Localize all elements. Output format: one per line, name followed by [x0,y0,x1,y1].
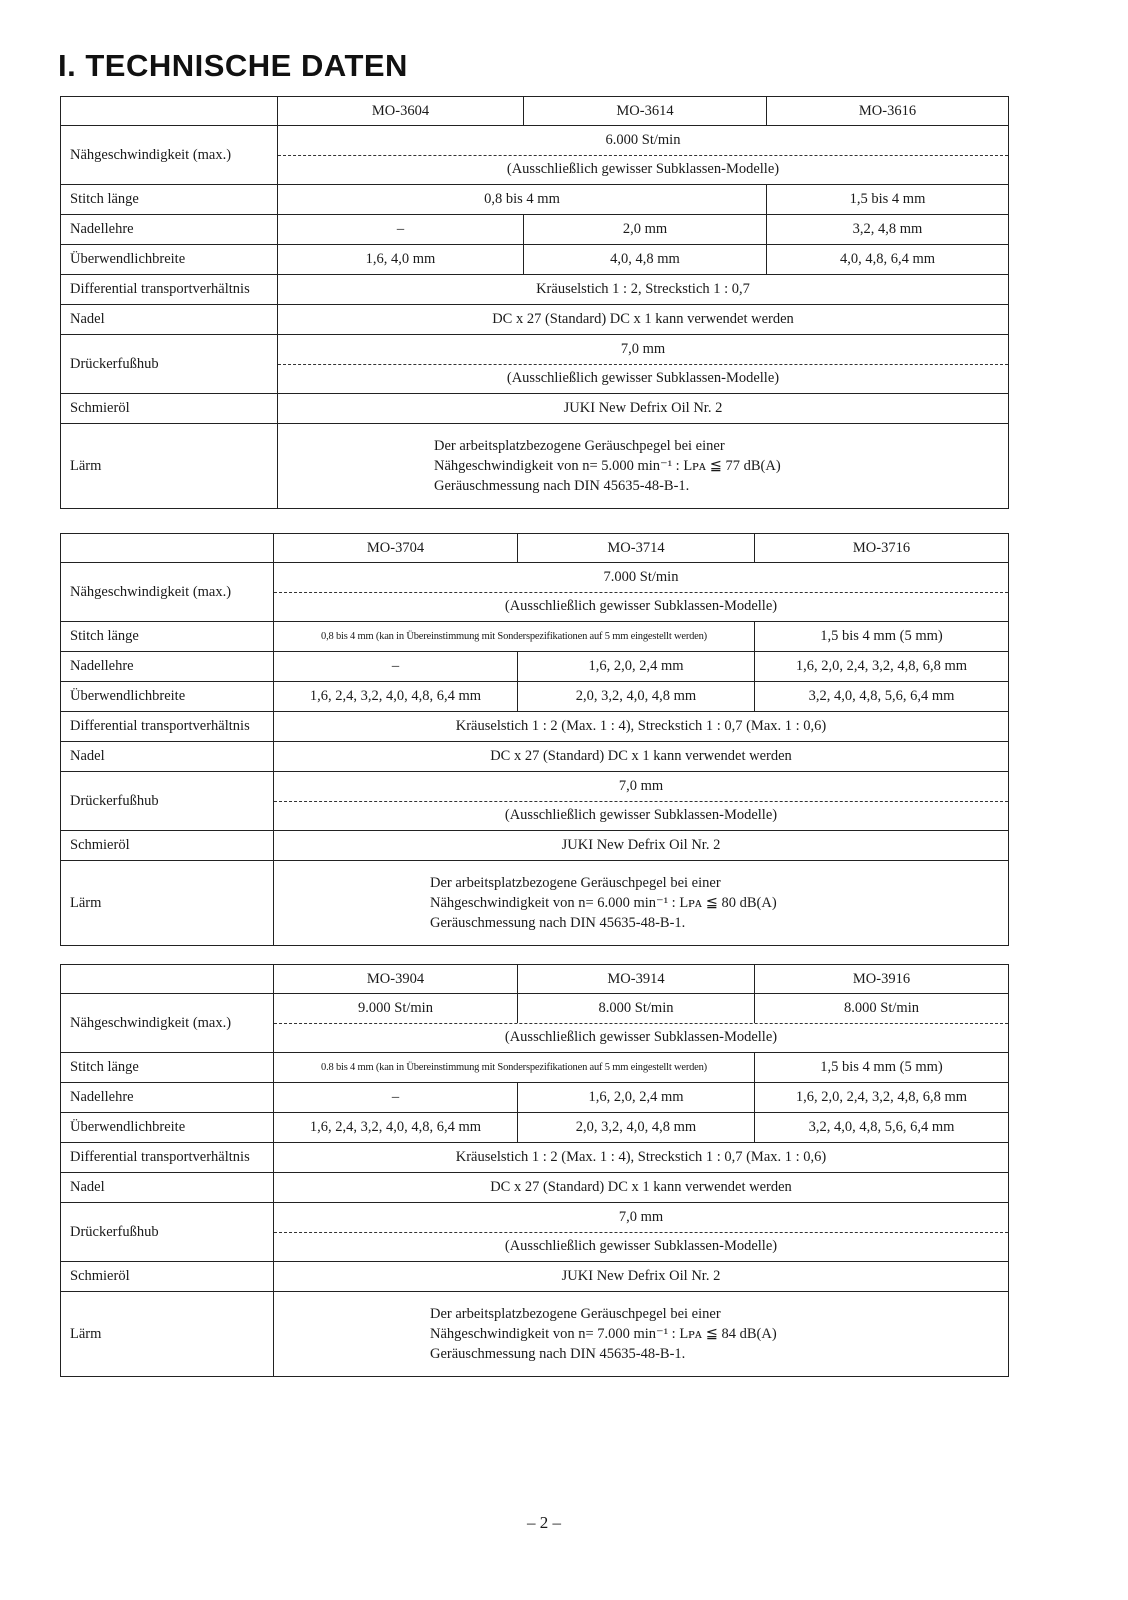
differential-value: Kräuselstich 1 : 2, Streckstich 1 : 0,7 [278,275,1009,305]
row-label: Nähgeschwindigkeit (max.) [61,994,274,1053]
overedge-value: 4,0, 4,8 mm [524,245,767,275]
presser-value: 7,0 mm [618,777,664,794]
presser-cell [278,335,1009,394]
overedge-value: 1,6, 2,4, 3,2, 4,0, 4,8, 6,4 mm [274,1113,518,1143]
model-header-row [61,965,1009,994]
spec-row-needle-gauge [61,215,1009,245]
noise-value [274,861,1009,946]
speed-values-row [274,994,1008,1023]
row-label: Stitch länge [61,1053,274,1083]
spec-row-needle-gauge [61,1083,1009,1113]
page-title: I. TECHNISCHE DATEN [58,48,408,83]
row-label: Schmieröl [61,394,278,424]
model-header-row [61,97,1009,126]
presser-value: 7,0 mm [618,1208,664,1225]
row-label: Nadellehre [61,652,274,682]
row-label: Nähgeschwindigkeit (max.) [61,126,278,185]
row-label: Nadel [61,742,274,772]
model-name: MO-3714 [518,534,755,563]
spec-row-stitch [61,1053,1009,1083]
spec-row-differential [61,275,1009,305]
spec-row-noise [61,1292,1009,1377]
needle-gauge-value: 1,6, 2,0, 2,4 mm [518,1083,755,1113]
row-label: Überwendlichbreite [61,1113,274,1143]
overedge-value: 2,0, 3,2, 4,0, 4,8 mm [518,682,755,712]
model-name: MO-3604 [278,97,524,126]
page-number: – 2 – [527,1513,561,1532]
presser-cell [274,1203,1009,1262]
noise-line: Nähgeschwindigkeit von n= 5.000 min⁻¹ : Lᴘᴀ ≦ 77 dB(A) [434,458,781,474]
speed-cell [274,563,1009,622]
row-label: Drückerfußhub [61,1203,274,1262]
overedge-value: 1,6, 2,4, 3,2, 4,0, 4,8, 6,4 mm [274,682,518,712]
speed-cell [278,126,1009,185]
speed-value: 9.000 St/min [274,994,518,1023]
differential-value: Kräuselstich 1 : 2 (Max. 1 : 4), Streckstich 1 : 0,7 (Max. 1 : 0,6) [274,1143,1009,1173]
row-label: Nähgeschwindigkeit (max.) [61,563,274,622]
row-label: Schmieröl [61,831,274,861]
overedge-value: 2,0, 3,2, 4,0, 4,8 mm [518,1113,755,1143]
differential-value: Kräuselstich 1 : 2 (Max. 1 : 4), Streckstich 1 : 0,7 (Max. 1 : 0,6) [274,712,1009,742]
spec-row-differential [61,1143,1009,1173]
speed-note: (Ausschließlich gewisser Subklassen-Modelle) [506,161,780,178]
stitch-value: 0,8 bis 4 mm (kan in Übereinstimmung mit Sonderspezifikationen auf 5 mm eingestellt werden) [274,622,755,652]
header-corner-cell [61,97,278,126]
needle-gauge-value: – [278,215,524,245]
noise-line: Der arbeitsplatzbezogene Geräuschpegel bei einer [434,438,725,454]
noise-line: Nähgeschwindigkeit von n= 6.000 min⁻¹ : Lᴘᴀ ≦ 80 dB(A) [430,895,777,911]
spec-table-mo-3600 [60,96,1009,509]
spec-row-overedge [61,245,1009,275]
presser-note: (Ausschließlich gewisser Subklassen-Modelle) [504,1238,778,1255]
row-label: Lärm [61,1292,274,1377]
needle-gauge-value: – [274,652,518,682]
noise-value [274,1292,1009,1377]
spec-row-speed [61,563,1009,622]
row-label: Drückerfußhub [61,335,278,394]
needle-gauge-value: 2,0 mm [524,215,767,245]
presser-value: 7,0 mm [620,340,666,357]
row-label: Lärm [61,861,274,946]
row-label: Überwendlichbreite [61,245,278,275]
spec-row-oil [61,831,1009,861]
row-label: Drückerfußhub [61,772,274,831]
spec-row-needle [61,1173,1009,1203]
spec-row-needle [61,742,1009,772]
model-name: MO-3704 [274,534,518,563]
row-label: Nadellehre [61,215,278,245]
speed-cell [274,994,1009,1053]
needle-gauge-value: 3,2, 4,8 mm [767,215,1009,245]
noise-line: Nähgeschwindigkeit von n= 7.000 min⁻¹ : Lᴘᴀ ≦ 84 dB(A) [430,1326,777,1342]
needle-value: DC x 27 (Standard) DC x 1 kann verwendet werden [274,1173,1009,1203]
speed-note: (Ausschließlich gewisser Subklassen-Modelle) [504,1029,778,1046]
overedge-value: 3,2, 4,0, 4,8, 5,6, 6,4 mm [755,1113,1009,1143]
spec-row-overedge [61,682,1009,712]
spec-row-noise [61,424,1009,509]
stitch-value: 0.8 bis 4 mm (kan in Übereinstimmung mit Sonderspezifikationen auf 5 mm eingestellt werden) [274,1053,755,1083]
presser-note: (Ausschließlich gewisser Subklassen-Modelle) [506,370,780,387]
oil-value: JUKI New Defrix Oil Nr. 2 [274,831,1009,861]
presser-cell [274,772,1009,831]
stitch-value: 0,8 bis 4 mm [278,185,767,215]
speed-value: 7.000 St/min [603,568,679,585]
row-label: Differential transportverhältnis [61,275,278,305]
model-name: MO-3904 [274,965,518,994]
oil-value: JUKI New Defrix Oil Nr. 2 [274,1262,1009,1292]
model-name: MO-3614 [524,97,767,126]
speed-value: 8.000 St/min [518,994,755,1023]
spec-row-noise [61,861,1009,946]
row-label: Lärm [61,424,278,509]
spec-row-speed [61,126,1009,185]
spec-row-stitch [61,622,1009,652]
noise-line: Geräuschmessung nach DIN 45635-48-B-1. [434,478,690,494]
overedge-value: 4,0, 4,8, 6,4 mm [767,245,1009,275]
model-name: MO-3716 [755,534,1009,563]
header-corner-cell [61,534,274,563]
spec-row-differential [61,712,1009,742]
row-label: Differential transportverhältnis [61,712,274,742]
spec-row-presser-foot [61,335,1009,394]
spec-table-mo-3900 [60,964,1009,1377]
spec-table-mo-3700 [60,533,1009,946]
row-label: Nadel [61,305,278,335]
stitch-value: 1,5 bis 4 mm (5 mm) [755,1053,1009,1083]
spec-row-speed [61,994,1009,1053]
speed-value: 8.000 St/min [844,999,919,1016]
header-corner-cell [61,965,274,994]
model-name: MO-3916 [755,965,1009,994]
noise-line: Der arbeitsplatzbezogene Geräuschpegel bei einer [430,1306,721,1322]
overedge-value: 3,2, 4,0, 4,8, 5,6, 6,4 mm [755,682,1009,712]
row-label: Stitch länge [61,622,274,652]
presser-note: (Ausschließlich gewisser Subklassen-Modelle) [504,807,778,824]
needle-gauge-value: 1,6, 2,0, 2,4, 3,2, 4,8, 6,8 mm [755,1083,1009,1113]
row-label: Schmieröl [61,1262,274,1292]
needle-value: DC x 27 (Standard) DC x 1 kann verwendet werden [274,742,1009,772]
needle-value: DC x 27 (Standard) DC x 1 kann verwendet werden [278,305,1009,335]
row-label: Nadellehre [61,1083,274,1113]
row-label: Nadel [61,1173,274,1203]
spec-row-overedge [61,1113,1009,1143]
spec-row-presser-foot [61,772,1009,831]
needle-gauge-value: 1,6, 2,0, 2,4 mm [518,652,755,682]
model-name: MO-3914 [518,965,755,994]
spec-row-needle [61,305,1009,335]
spec-row-oil [61,1262,1009,1292]
row-label: Differential transportverhältnis [61,1143,274,1173]
stitch-value: 1,5 bis 4 mm (5 mm) [755,622,1009,652]
noise-value [278,424,1009,509]
spec-row-stitch [61,185,1009,215]
row-label: Stitch länge [61,185,278,215]
stitch-value: 1,5 bis 4 mm [767,185,1009,215]
needle-gauge-value: – [274,1083,518,1113]
spec-row-oil [61,394,1009,424]
model-header-row [61,534,1009,563]
row-label: Überwendlichbreite [61,682,274,712]
model-name: MO-3616 [767,97,1009,126]
needle-gauge-value: 1,6, 2,0, 2,4, 3,2, 4,8, 6,8 mm [755,652,1009,682]
oil-value: JUKI New Defrix Oil Nr. 2 [278,394,1009,424]
noise-line: Der arbeitsplatzbezogene Geräuschpegel bei einer [430,875,721,891]
noise-line: Geräuschmessung nach DIN 45635-48-B-1. [430,915,686,931]
spec-row-needle-gauge [61,652,1009,682]
noise-line: Geräuschmessung nach DIN 45635-48-B-1. [430,1346,686,1362]
spec-row-presser-foot [61,1203,1009,1262]
speed-value: 6.000 St/min [605,131,681,148]
overedge-value: 1,6, 4,0 mm [278,245,524,275]
speed-note: (Ausschließlich gewisser Subklassen-Modelle) [504,598,778,615]
